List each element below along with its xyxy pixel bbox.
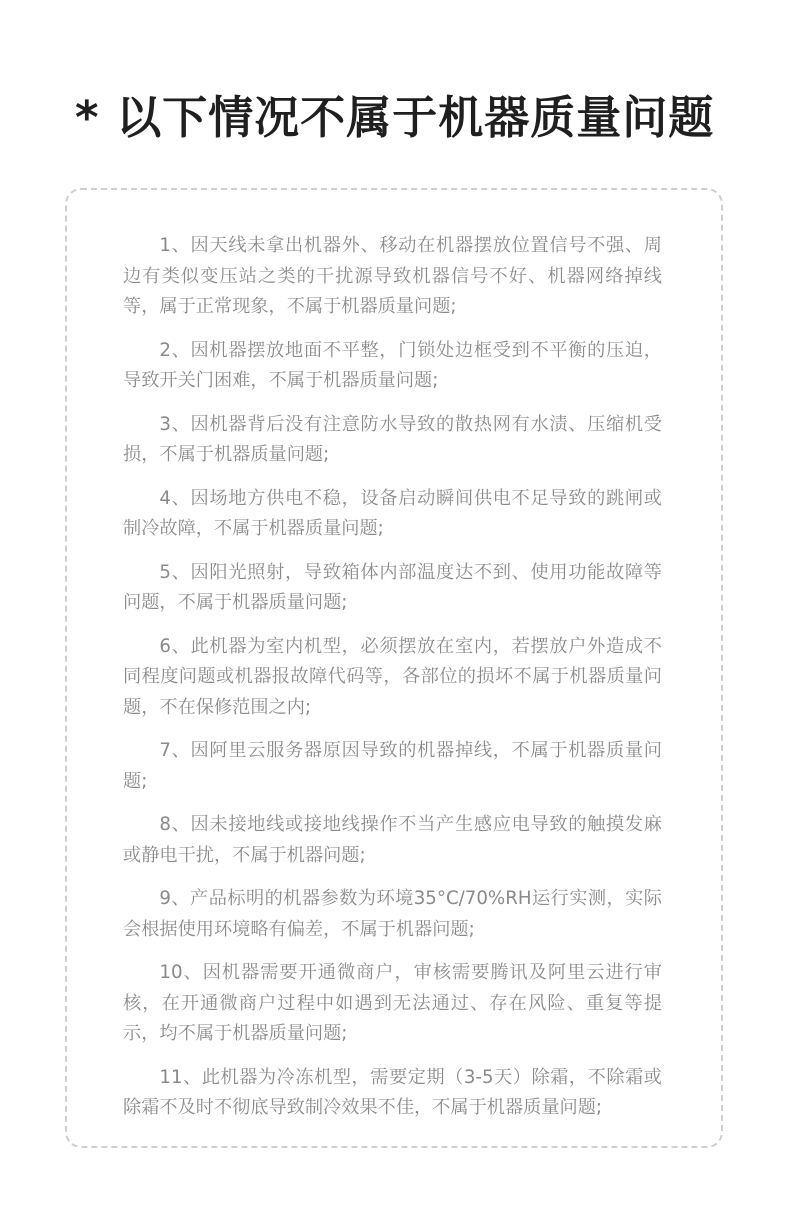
notice-item-10: 10、因机器需要开通微商户，审核需要腾讯及阿里云进行审核，在开通微商户过程中如遇到无法通过、存在风险、重复等提示，均不属于机器质量问题;: [123, 962, 662, 1044]
notice-item-8: 8、因未接地线或接地线操作不当产生感应电导致的触摸发麻或静电干扰，不属于机器问题;: [123, 814, 662, 866]
notice-item-4: 4、因场地方供电不稳，设备启动瞬间供电不足导致的跳闸或制冷故障，不属于机器质量问题;: [123, 487, 662, 539]
notice-item-5: 5、因阳光照射，导致箱体内部温度达不到、使用功能故障等问题，不属于机器质量问题;: [123, 561, 662, 613]
notice-item-3: 3、因机器背后没有注意防水导致的散热网有水渍、压缩机受损，不属于机器质量问题;: [123, 413, 662, 465]
notice-item-9: 9、产品标明的机器参数为环境35°C/70%RH运行实测，实际会根据使用环境略有偏差，不属于机器问题;: [123, 888, 662, 940]
notice-list: [123, 231, 662, 1124]
notice-item-11: 11、此机器为冷冻机型，需要定期（3-5天）除霜，不除霜或除霜不及时不彻底导致制冷效果不佳，不属于机器质量问题;: [123, 1066, 662, 1118]
notice-item-1: 1、因天线未拿出机器外、移动在机器摆放位置信号不强、周边有类似变压站之类的干扰源导致机器信号不好、机器网络掉线等，属于正常现象，不属于机器质量问题;: [123, 235, 662, 317]
notice-item-7: 7、因阿里云服务器原因导致的机器掉线，不属于机器质量问题;: [123, 740, 662, 792]
notice-item-2: 2、因机器摆放地面不平整，门锁处边框受到不平衡的压迫，导致开关门困难，不属于机器质量问题;: [123, 339, 662, 391]
notice-item-6: 6、此机器为室内机型，必须摆放在室内，若摆放户外造成不同程度问题或机器报故障代码等，各部位的损坏不属于机器质量问题，不在保修范围之内;: [123, 635, 662, 718]
page-title: * 以下情况不属于机器质量问题: [75, 91, 715, 144]
notice-box: [65, 188, 723, 1148]
